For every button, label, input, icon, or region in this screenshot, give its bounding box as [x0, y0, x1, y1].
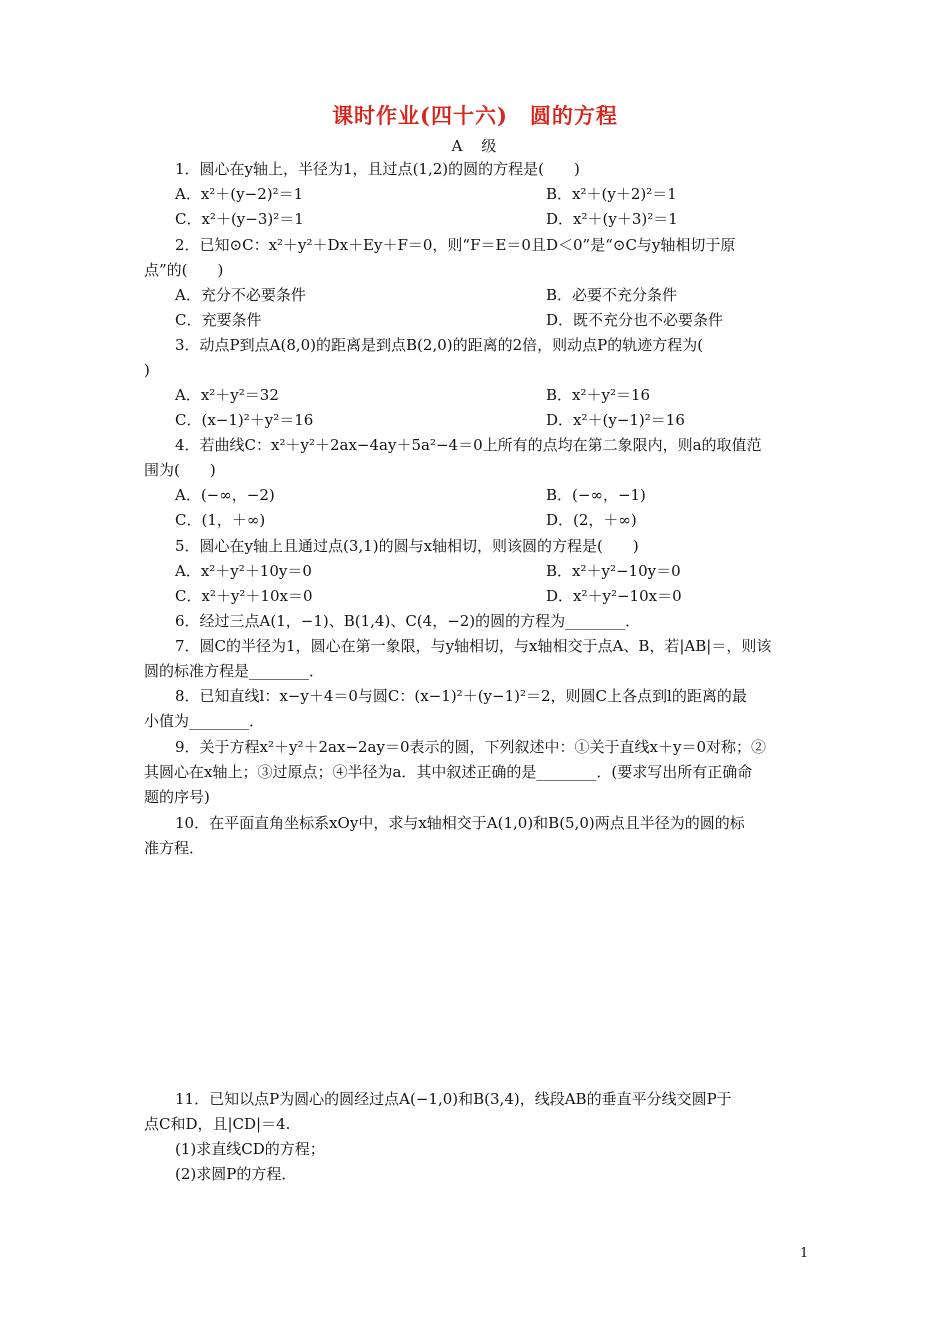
q2-stem-line2: 点”的( ) [144, 261, 224, 279]
q2-stem-line1: 2．已知⊙C：x²＋y²＋Dx＋Ey＋F＝0，则“F＝E＝0且D＜0”是“⊙C与y轴相切于原 [175, 236, 736, 254]
q10-line2: 准方程． [144, 839, 205, 857]
q11-part1: (1)求直线CD的方程； [175, 1140, 325, 1158]
q3-stem-line1: 3．动点P到点A(8,0)的距离是到点B(2,0)的距离的2倍，则动点P的轨迹方程为( [175, 336, 704, 354]
q5-option-b: B．x²＋y²−10y＝0 [546, 562, 681, 580]
q2-option-a: A．充分不必要条件 [175, 286, 306, 304]
q11-part2: (2)求圆P的方程． [175, 1165, 297, 1183]
q1-stem: 1．圆心在y轴上，半径为1，且过点(1,2)的圆的方程是( ) [175, 160, 580, 178]
q9-line3: 题的序号) [144, 788, 210, 806]
q9-line1: 9．关于方程x²＋y²＋2ax−2ay＝0表示的圆，下列叙述中：①关于直线x＋y＝0对称；② [175, 738, 767, 756]
q3-option-b: B．x²＋y²＝16 [546, 386, 651, 404]
q4-option-c: C．(1，＋∞) [175, 511, 266, 529]
q7-line1: 7．圆C的半径为1，圆心在第一象限，与y轴相切，与x轴相交于点A、B，若|AB|＝，则该 [175, 637, 772, 655]
q8-line1: 8．已知直线l：x−y＋4＝0与圆C：(x−1)²＋(y−1)²＝2，则圆C上各点到l的距离的最 [175, 687, 747, 705]
q4-option-a: A．(−∞，−2) [175, 486, 275, 504]
page-title: 课时作业(四十六) 圆的方程 [332, 103, 618, 128]
q7-line2: 圆的标准方程是________． [144, 662, 325, 680]
q2-option-b: B．必要不充分条件 [546, 286, 678, 304]
q2-option-c: C．充要条件 [175, 311, 262, 329]
q3-stem-line2: ) [144, 361, 150, 379]
q5-option-c: C．x²＋y²＋10x＝0 [175, 587, 313, 605]
q4-option-b: B．(−∞，−1) [546, 486, 646, 504]
q9-line2: 其圆心在x轴上；③过原点；④半径为a．其中叙述正确的是________．(要求写出所有正确命 [144, 763, 753, 781]
q3-option-d: D．x²＋(y−1)²＝16 [546, 411, 685, 429]
q2-option-d: D．既不充分也不必要条件 [546, 311, 724, 329]
q5-option-d: D．x²＋y²−10x＝0 [546, 587, 682, 605]
q3-option-a: A．x²＋y²＝32 [175, 386, 279, 404]
q4-stem-line1: 4．若曲线C：x²＋y²＋2ax−4ay＋5a²−4＝0上所有的点均在第二象限内，则a的取值范 [175, 436, 762, 454]
level-heading: A 级 [451, 137, 499, 155]
q11-line1: 11．已知以点P为圆心的圆经过点A(−1,0)和B(3,4)，线段AB的垂直平分线交圆P于 [175, 1090, 732, 1108]
page-number: 1 [800, 1246, 809, 1261]
q4-stem-line2: 围为( ) [144, 461, 216, 479]
q4-option-d: D．(2，＋∞) [546, 511, 637, 529]
q1-option-c: C．x²＋(y−3)²＝1 [175, 210, 304, 228]
q5-stem: 5．圆心在y轴上且通过点(3,1)的圆与x轴相切，则该圆的方程是( ) [175, 537, 639, 555]
q1-option-b: B．x²＋(y＋2)²＝1 [546, 185, 677, 203]
q11-line2: 点C和D，且|CD|＝4. [144, 1115, 291, 1133]
q10-line1: 10．在平面直角坐标系xOy中，求与x轴相交于A(1,0)和B(5,0)两点且半径为的圆的标 [175, 814, 745, 832]
q6-stem: 6．经过三点A(1，−1)、B(1,4)、C(4，−2)的圆的方程为________． [175, 612, 641, 630]
q5-option-a: A．x²＋y²＋10y＝0 [175, 562, 312, 580]
q1-option-a: A．x²＋(y−2)²＝1 [175, 185, 304, 203]
q8-line2: 小值为________． [144, 712, 265, 730]
q1-option-d: D．x²＋(y＋3)²＝1 [546, 210, 678, 228]
q3-option-c: C．(x−1)²＋y²＝16 [175, 411, 314, 429]
